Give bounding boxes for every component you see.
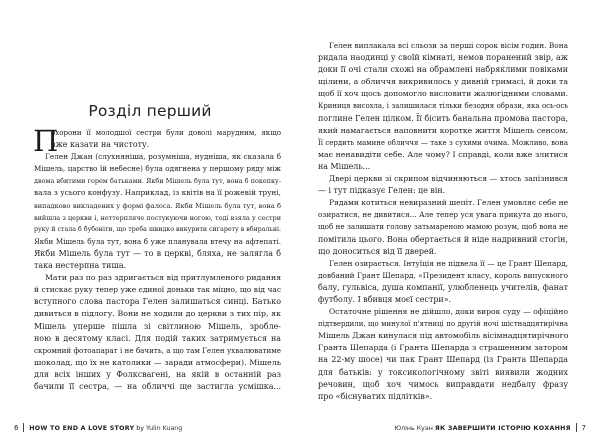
text-line: Остаточне рішення не дійшло, доки вирок суду — офіційно (329, 307, 568, 317)
text-line: шоколад, що їх не католики — заради атмосфери). Мішель (34, 357, 281, 367)
paragraph (34, 272, 281, 393)
text-line: Гранта Шепарда (і Гранта Шепарда з страшенним затором (318, 343, 568, 353)
text-line: Мішель, царство їй небесне) була одягнена у першому ряду між (34, 164, 281, 174)
paragraph (318, 40, 568, 173)
text-line: який намагається наповнити коротке життя Мішель сенсом. (318, 125, 568, 135)
text-line: випадково викладених у формі фалоса. Якби Мішель була тут, вона б (34, 201, 281, 210)
text-line: поглине Гелен цілком. Її бісить банальна промова пастора, (318, 113, 568, 123)
text-line: Якби Мішель була тут — то в церкві, бляха, не залягла б (34, 248, 281, 258)
paragraph (318, 173, 568, 197)
running-author: Юлінь Куан (394, 425, 433, 432)
text-line: скромний фотоапарат і не бачить, а що там Гелен ухвалюватиме (34, 345, 281, 355)
text-line: вийшла з церкви і, неттерпляче постукуючи ногою, тоді взяла у сестри (34, 213, 281, 222)
paragraph (318, 197, 568, 257)
text-line: Рядами котиться невиразний шепіт. Гелен умовляє себе не (329, 198, 569, 208)
right-page-body (318, 40, 568, 403)
footer-divider (576, 423, 577, 432)
text-line: Якби Мішель була тут, вона б уже планувала втечу на афтепаті. (34, 236, 281, 246)
text-line: довбаний Грант Шепард. «Президент класу, король випускного (318, 270, 568, 280)
text-line: для батьків: у токсикологічному звіті виявили жодних (318, 367, 568, 377)
page-number: 6 (14, 424, 19, 432)
text-line: вже казати на чистоту. (51, 140, 150, 150)
text-line: двома вбитими горем батьками. Якби Мішель була тут, вона б покепку- (34, 177, 281, 186)
text-line: на 22-му шосе) чи пак Грант Шепард (із Гранта Шепарда (318, 355, 568, 365)
text-line: дивиться в підлогу. Вони не ходили до церкви з тих пір, як (34, 309, 281, 319)
text-line: — і тут підказує Гелен: це він. (318, 186, 446, 196)
text-line: охорони її молодшої сестри були доволі марудним, якщо (51, 128, 281, 137)
text-line: ною в десятому класі. Для подій таких затримується на (34, 333, 281, 343)
text-line: Мішель уперше пішла зі світлиною Мішель, зробле- (34, 321, 281, 331)
left-page-body (33, 124, 282, 393)
text-line: Двері церкви зі скрипом відчиняються — хтось запізнився (329, 174, 568, 184)
text-line: щілини, а обличчя викривилось у дивній гримасі, й доки та (318, 77, 568, 87)
text-line: Мати раз по раз здригається від притлумленого ридання (45, 273, 282, 283)
text-line: озиратися, не дивитися... Але тепер уся увага прикута до нього, (318, 210, 568, 220)
text-line: ридала наодинці у своїй кімнаті, немов поранений звір, аж (318, 53, 568, 63)
text-line: футболу. І вбивця моєї сестри». (318, 294, 452, 304)
text-line: вступного слова пастора Гелен залишаться синці. Батько (34, 297, 281, 307)
right-footer (394, 423, 586, 432)
text-line: щоб її хоч щось допомогло висловити жалюгідними словами. (318, 89, 568, 99)
text-line: доки її очі стали схожі на обрамлені набряклими повіками (318, 65, 568, 75)
text-line: має ненавидіти себе. Але чому? І справді, коли вже злитися (318, 149, 568, 159)
text-line: Її сердить мамине обличчя — таке з сухими очима. Можливо, вона (318, 138, 568, 147)
running-by: by (136, 425, 145, 432)
text-line: й стискає руку тепер уже єдиної доньки так міцно, що від час (34, 285, 281, 295)
text-line: балу, гульвіса, душа компанії, улюбленець учителів, фанат (318, 282, 568, 292)
text-line: для всіх інших у Фолксвагені, на якій в останній раз (34, 369, 281, 379)
text-line: речовин, щоб хоч чимось виправдати недбалу фразу (318, 379, 568, 389)
text-line: на Мішель... (318, 161, 371, 171)
text-line: Гелен виплакала всі сльози за перші сорок вісім годин. Вона (329, 41, 568, 50)
text-line: Гелен озирається. Інтуїція не підвела її — це Грант Шепард, (329, 258, 569, 268)
page-number: 7 (581, 424, 586, 432)
footer-divider (23, 423, 24, 432)
paragraph (318, 306, 568, 403)
left-footer (14, 423, 182, 432)
text-line: що доноситься від її дверей. (318, 246, 437, 256)
text-line: Мішель Джан кинулася під автомобіль вісімнадцятирічного (318, 331, 569, 341)
paragraph (318, 258, 568, 306)
dropcap-letter: П (33, 124, 59, 158)
text-line: бачили її сестра, — на обличчі ще застигла усмішка... (34, 381, 281, 391)
text-line: щоб не залишати голову затьмареною мамою розум, щоб вона не (318, 222, 568, 232)
text-line: вала з усього конфузу. Наприклад, із квітів на її рожевій труні, (34, 188, 281, 198)
text-line: Криниця висохла, і залишилася тільки безодня образи, яка ось-ось (318, 102, 568, 111)
text-line: така нестерпна тиша. (34, 261, 127, 271)
chapter-title: Розділ перший (88, 102, 212, 120)
running-book-title: ЯК ЗАВЕРШИТИ ІСТОРІЮ КОХАННЯ (434, 425, 571, 432)
text-line: Гелен Джан (слухняніша, розумніша, нудніша, як сказала б (45, 152, 281, 162)
text-line: руку й стала б бубоніти, що треба швидко викурити сигарету в вбиральні. (34, 225, 281, 233)
text-line: підтвердили, що минулої п'ятниці по другій ночі шістнадцятирічна (318, 320, 568, 329)
running-author: Yulin Kuang (146, 425, 183, 432)
paragraph (34, 151, 281, 272)
right-page (300, 0, 600, 446)
running-book-title: HOW TO END A LOVE STORY (29, 425, 135, 432)
text-line: про «біснуватих підлітків». (318, 391, 433, 401)
text-line: помітила цього. Вона обертається й ніде надривний стогін, (318, 234, 568, 244)
